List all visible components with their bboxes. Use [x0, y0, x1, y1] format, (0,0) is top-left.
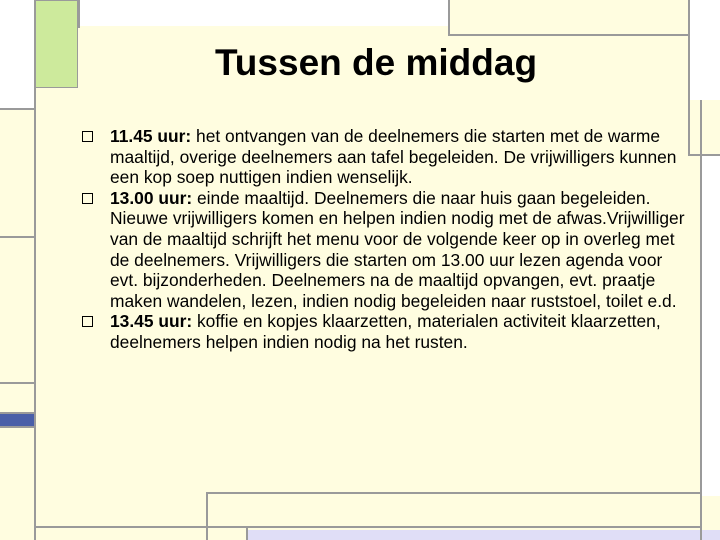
bullet-text: einde maaltijd. Deelnemers die naar huis gaan begeleiden. Nieuwe vrijwilligers komen en helpen indien nodig met de afwas.Vrijwilliger van de maaltijd schrijft het menu voor de volgende keer op in overleg met de deelnemers. Vrijwilligers die starten om 13.00 uur lezen agenda voor evt. bijzonderheden. Deelnemers na de maaltijd opvangen, evt. praatje maken wandelen, lezen, indien nodig begeleiden naar ruststoel, toilet e.d. [110, 187, 685, 311]
grid-line [0, 382, 36, 384]
square-bullet-icon [82, 193, 93, 204]
grid-line [448, 34, 690, 36]
green-block [34, 0, 78, 88]
bullet-text: het ontvangen van de deelnemers die starten met de warme maaltijd, overige deelnemers aan tafel begeleiden. De vrijwilligers kunnen een kop soep nuttigen indien wenselijk. [110, 126, 677, 188]
bullet-time: 13.45 uur: [110, 311, 193, 332]
square-bullet-icon [82, 316, 93, 327]
grid-line [448, 0, 450, 36]
square-bullet-icon [82, 131, 93, 142]
top-right-white-block [690, 0, 720, 100]
bullet-list [82, 126, 694, 353]
grid-line [0, 236, 36, 238]
bullet-text: koffie en kopjes klaarzetten, materialen activiteit klaarzetten, deelnemers helpen indien nodig na het rusten. [110, 311, 661, 352]
grid-line [690, 154, 720, 156]
grid-line [0, 426, 36, 428]
bullet-time: 13.00 uur: [110, 187, 193, 208]
grid-line [246, 526, 248, 540]
grid-line [34, 0, 36, 540]
top-white-block [80, 0, 448, 26]
bullet-item [82, 126, 694, 188]
top-left-white-block [0, 0, 34, 108]
grid-line [206, 492, 700, 494]
bullet-item [82, 188, 694, 312]
grid-line [700, 100, 702, 540]
bullet-time: 11.45 uur: [110, 126, 192, 146]
grid-line [206, 492, 208, 540]
grid-line [0, 108, 36, 110]
grid-line [36, 526, 700, 528]
grid-line [78, 0, 80, 28]
lavender-block [246, 530, 720, 540]
right-white-block [700, 156, 720, 496]
blue-block [0, 414, 34, 426]
grid-line [0, 412, 36, 414]
bullet-item [82, 311, 694, 352]
slide-title: Tussen de middag [214, 42, 538, 83]
